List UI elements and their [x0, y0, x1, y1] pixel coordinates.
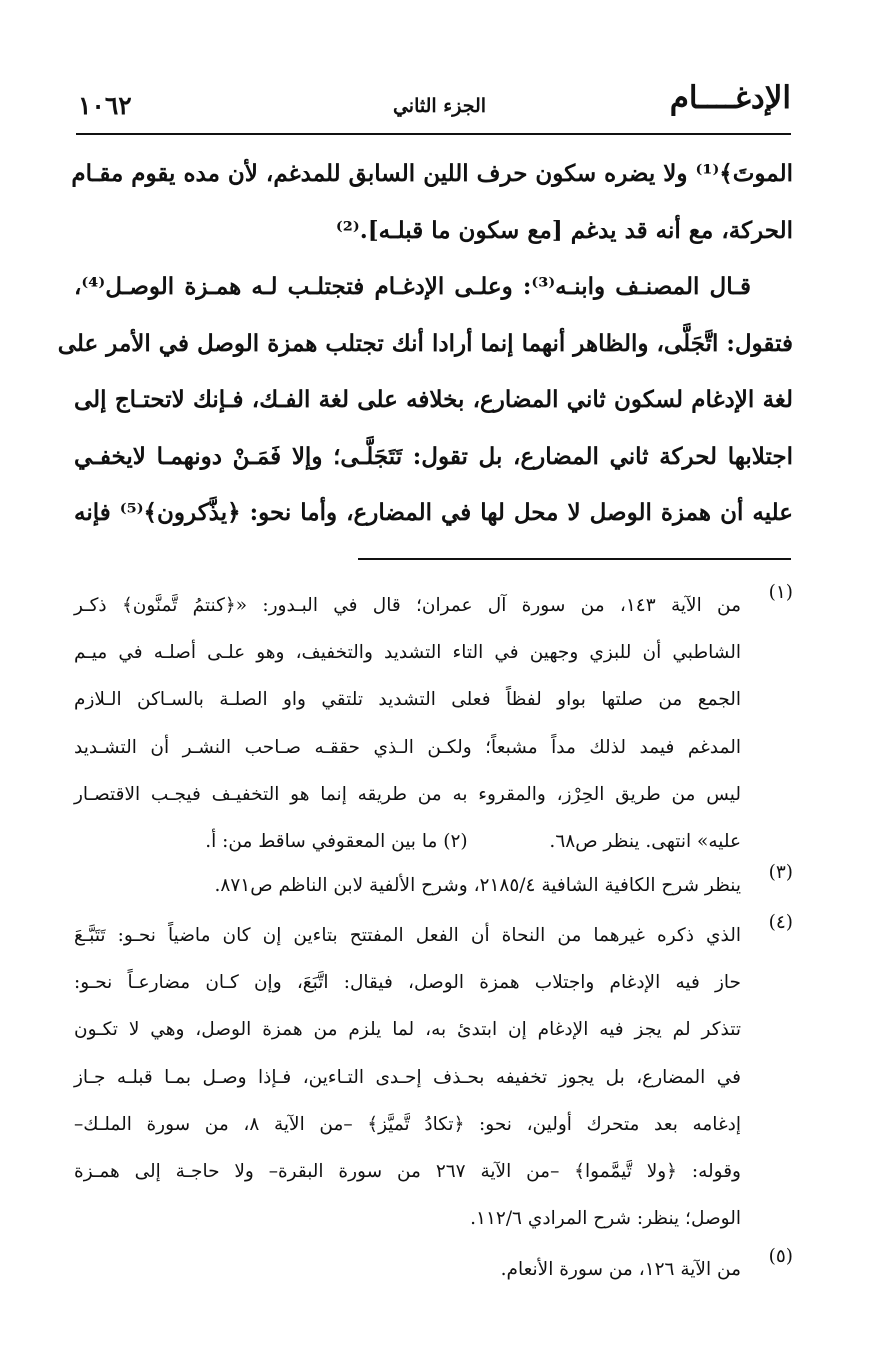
- footnote-line: وقوله: ﴿ولا تَّيمَّموا﴾ –من الآية ٢٦٧ من سورة البقرة– ولا حاجـة إلى همـزة: [74, 1160, 741, 1182]
- footnote-line: الجمع من صلتها بواو لفظاً فعلى التشديد تلتقي واو الصلـة بالسـاكن الـلازم: [74, 689, 741, 711]
- footnote-line: ينظر شرح الكافية الشافية ٢١٨٥/٤، وشرح الألفية لابن الناظم ص٨٧١.: [214, 875, 741, 896]
- footnote-line: ليس من طريق الحِرْز، والمقروء به من طريقه إنما هو التخفيـف فيجـب الاقتصـار: [74, 783, 741, 805]
- footnote-line: في المضارع، بل يجوز تخفيفه بحـذف إحـدى التـاءين، فـإذا وصـل بمـا قبلـه جـاز: [74, 1066, 741, 1088]
- footnote-line: الوصل؛ ينظر: شرح المرادي ١١٢/٦.: [470, 1208, 741, 1230]
- header-rule: [76, 133, 791, 135]
- part-label: الجزء الثاني: [392, 95, 487, 117]
- footnote-line: من الآية ١٢٦، من سورة الأنعام.: [500, 1259, 741, 1280]
- footnote-3: [74, 862, 793, 909]
- footnote-5: [74, 1246, 793, 1293]
- footnote-line: حاز فيه الإدغام واجتلاب همزة الوصل، فيقال: اتَّبَعَ، وإن كـان مضارعـاً نحـو:: [74, 972, 741, 994]
- main-line: الموتَ﴾⁽¹⁾ ولا يضره سكون حرف اللين السابق للمدغم، لأن مده يقوم مقـام: [71, 160, 793, 187]
- footnote-number: (٤): [768, 912, 793, 933]
- main-line: فتقول: اتَّجَلَّى، والظاهر أنهما إنما أرادا أنك تجتلب همزة الوصل في الأمر على: [57, 329, 793, 357]
- main-line: الحركة، مع أنه قد يدغم [مع سكون ما قبلـه].⁽²⁾: [335, 216, 793, 244]
- footnote-2-number: (٢): [443, 830, 468, 852]
- main-line: عليه أن همزة الوصل لا محل لها في المضارع، وأما نحو: ﴿يذَّكرون﴾⁽⁵⁾ فإنه: [74, 499, 794, 526]
- chapter-title: الإدغــــام: [669, 80, 791, 116]
- footnote-separator: [358, 558, 791, 560]
- footnote-1: [74, 582, 793, 865]
- footnote-line: إدغامه بعد متحرك أولين، نحو: ﴿تكادُ تَّميَّز﴾ –من الآية ٨، من سورة الملـك–: [74, 1113, 741, 1135]
- main-line: لغة الإدغام لسكون ثاني المضارع، بخلافه على لغة الفـك، فـإنك لاتحتـاج إلى: [74, 386, 793, 413]
- footnote-text: عليه» انتهى. ينظر ص٦٨.: [549, 830, 741, 852]
- footnote-4: [74, 912, 793, 1242]
- main-text: [57, 146, 794, 542]
- page-number: ١٠٦٢: [78, 91, 132, 120]
- footnote-line: من الآية ١٤٣، من سورة آل عمران؛ قال في البـدور: «﴿كنتمُ تَّمنَّون﴾ ذكـر: [74, 595, 741, 616]
- footnote-number: (١): [768, 582, 793, 603]
- footnote-line: تتذكر لم يجز فيه الإدغام إن ابتدئ به، لما يلزم من همزة الوصل، وهي لا تكـون: [74, 1019, 741, 1041]
- main-line: اجتلابها لحركة ثاني المضارع، بل تقول: تَتَجَلَّـى؛ وإلا فَمَـنْ دونهمـا لايخفـي: [74, 442, 793, 470]
- footnote-line: المدغم فيمد لذلك مداً مشبعاً؛ ولكـن الـذي حققـه صـاحب النشـر أن التشـديد: [74, 736, 741, 758]
- main-line: قـال المصنـف وابنـه⁽³⁾: وعلـى الإدغـام فتجتلـب لـه همـزة الوصـل⁽⁴⁾،: [74, 273, 751, 300]
- footnote-line: [74, 818, 741, 865]
- footnote-line: الذي ذكره غيرهما من النحاة أن الفعل المفتتح بتاءين إن كان ماضياً نحـو: تَتَبَّـعَ: [74, 925, 741, 946]
- footnote-2-text: ما بين المعقوفي ساقط من: أ.: [205, 830, 438, 852]
- footnote-number: (٣): [768, 862, 793, 883]
- footnote-number: (٥): [768, 1246, 793, 1267]
- footnote-line: الشاطبي أن للبزي وجهين في التاء التشديد والتخفيف، وهو علـى أصلـه في ميـم: [74, 642, 741, 664]
